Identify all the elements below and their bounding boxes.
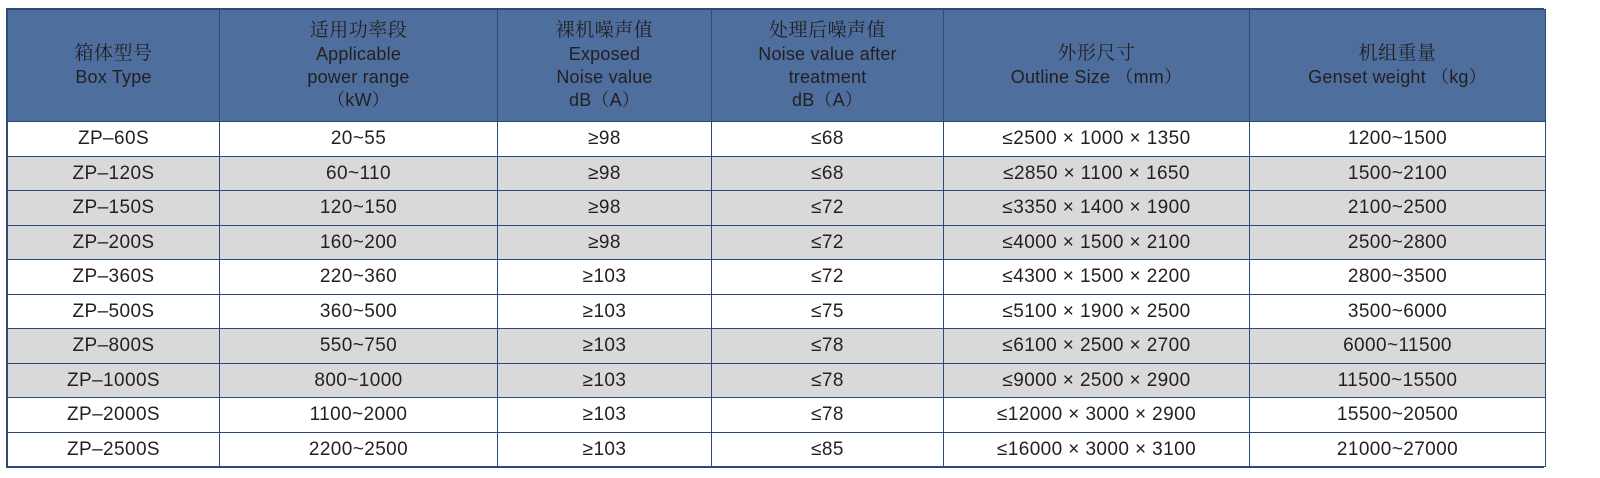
column-header-exposed-noise bbox=[498, 10, 712, 122]
cell-treated-noise: ≤72 bbox=[712, 191, 944, 226]
cell-genset-weight: 3500~6000 bbox=[1250, 294, 1546, 329]
cell-power-range: 550~750 bbox=[220, 329, 498, 364]
cell-exposed-noise: ≥103 bbox=[498, 432, 712, 467]
column-header-outline-size-cn: 外形尺寸 bbox=[1057, 43, 1136, 65]
cell-genset-weight: 11500~15500 bbox=[1250, 363, 1546, 398]
column-header-outline-size bbox=[944, 10, 1250, 122]
cell-box-type: ZP–2500S bbox=[8, 432, 220, 467]
cell-treated-noise: ≤72 bbox=[712, 260, 944, 295]
table-row bbox=[8, 225, 1546, 260]
column-header-exposed-noise-en1: Exposed bbox=[568, 44, 641, 65]
cell-treated-noise: ≤72 bbox=[712, 225, 944, 260]
cell-power-range: 1100~2000 bbox=[220, 398, 498, 433]
cell-power-range: 60~110 bbox=[220, 156, 498, 191]
column-header-power-range-en1: Applicable bbox=[315, 44, 402, 65]
cell-genset-weight: 2100~2500 bbox=[1250, 191, 1546, 226]
cell-treated-noise: ≤78 bbox=[712, 329, 944, 364]
cell-treated-noise: ≤68 bbox=[712, 156, 944, 191]
table-row bbox=[8, 432, 1546, 467]
table-row bbox=[8, 122, 1546, 157]
cell-power-range: 800~1000 bbox=[220, 363, 498, 398]
spec-table-container bbox=[6, 8, 1544, 468]
table-row bbox=[8, 260, 1546, 295]
cell-exposed-noise: ≥103 bbox=[498, 329, 712, 364]
column-header-box-type bbox=[8, 10, 220, 122]
cell-genset-weight: 15500~20500 bbox=[1250, 398, 1546, 433]
cell-box-type: ZP–150S bbox=[8, 191, 220, 226]
column-header-treated-noise-cn: 处理后噪声值 bbox=[768, 20, 886, 41]
cell-box-type: ZP–120S bbox=[8, 156, 220, 191]
cell-power-range: 220~360 bbox=[220, 260, 498, 295]
cell-genset-weight: 1500~2100 bbox=[1250, 156, 1546, 191]
column-header-exposed-noise-unit: dB（A） bbox=[568, 90, 641, 111]
cell-exposed-noise: ≥103 bbox=[498, 260, 712, 295]
cell-power-range: 120~150 bbox=[220, 191, 498, 226]
table-header-row bbox=[8, 10, 1546, 122]
cell-treated-noise: ≤68 bbox=[712, 122, 944, 157]
table-row bbox=[8, 156, 1546, 191]
column-header-box-type-en: Box Type bbox=[75, 67, 152, 88]
cell-power-range: 20~55 bbox=[220, 122, 498, 157]
column-header-genset-weight-en: Genset weight （kg） bbox=[1308, 67, 1487, 88]
cell-treated-noise: ≤85 bbox=[712, 432, 944, 467]
table-row bbox=[8, 191, 1546, 226]
column-header-treated-noise bbox=[712, 10, 944, 122]
cell-outline-size: ≤2850 × 1100 × 1650 bbox=[944, 156, 1250, 191]
cell-treated-noise: ≤75 bbox=[712, 294, 944, 329]
cell-outline-size: ≤9000 × 2500 × 2900 bbox=[944, 363, 1250, 398]
table-row bbox=[8, 294, 1546, 329]
cell-exposed-noise: ≥103 bbox=[498, 398, 712, 433]
cell-power-range: 360~500 bbox=[220, 294, 498, 329]
column-header-exposed-noise-cn: 裸机噪声值 bbox=[555, 20, 654, 41]
cell-box-type: ZP–60S bbox=[8, 122, 220, 157]
table-body bbox=[8, 122, 1546, 467]
cell-outline-size: ≤5100 × 1900 × 2500 bbox=[944, 294, 1250, 329]
genset-spec-table bbox=[7, 9, 1546, 467]
cell-power-range: 160~200 bbox=[220, 225, 498, 260]
column-header-box-type-cn: 箱体型号 bbox=[74, 43, 153, 65]
table-row bbox=[8, 398, 1546, 433]
cell-box-type: ZP–2000S bbox=[8, 398, 220, 433]
cell-box-type: ZP–1000S bbox=[8, 363, 220, 398]
cell-outline-size: ≤16000 × 3000 × 3100 bbox=[944, 432, 1250, 467]
cell-genset-weight: 6000~11500 bbox=[1250, 329, 1546, 364]
column-header-power-range-unit: （kW） bbox=[327, 90, 390, 111]
cell-exposed-noise: ≥98 bbox=[498, 156, 712, 191]
cell-outline-size: ≤4300 × 1500 × 2200 bbox=[944, 260, 1250, 295]
cell-treated-noise: ≤78 bbox=[712, 363, 944, 398]
cell-outline-size: ≤6100 × 2500 × 2700 bbox=[944, 329, 1250, 364]
column-header-genset-weight bbox=[1250, 10, 1546, 122]
cell-box-type: ZP–200S bbox=[8, 225, 220, 260]
cell-treated-noise: ≤78 bbox=[712, 398, 944, 433]
cell-outline-size: ≤3350 × 1400 × 1900 bbox=[944, 191, 1250, 226]
column-header-treated-noise-en2: treatment bbox=[788, 67, 867, 88]
cell-genset-weight: 2500~2800 bbox=[1250, 225, 1546, 260]
cell-genset-weight: 21000~27000 bbox=[1250, 432, 1546, 467]
cell-box-type: ZP–500S bbox=[8, 294, 220, 329]
table-row bbox=[8, 363, 1546, 398]
cell-box-type: ZP–360S bbox=[8, 260, 220, 295]
cell-exposed-noise: ≥98 bbox=[498, 225, 712, 260]
column-header-treated-noise-en1: Noise value after bbox=[758, 44, 897, 65]
cell-box-type: ZP–800S bbox=[8, 329, 220, 364]
cell-power-range: 2200~2500 bbox=[220, 432, 498, 467]
cell-outline-size: ≤12000 × 3000 × 2900 bbox=[944, 398, 1250, 433]
column-header-exposed-noise-en2: Noise value bbox=[556, 67, 653, 88]
table-row bbox=[8, 329, 1546, 364]
cell-exposed-noise: ≥103 bbox=[498, 294, 712, 329]
cell-exposed-noise: ≥98 bbox=[498, 122, 712, 157]
column-header-power-range-en2: power range bbox=[307, 67, 410, 88]
cell-exposed-noise: ≥98 bbox=[498, 191, 712, 226]
cell-exposed-noise: ≥103 bbox=[498, 363, 712, 398]
column-header-outline-size-en: Outline Size （mm） bbox=[1010, 67, 1183, 88]
table-header bbox=[8, 10, 1546, 122]
column-header-treated-noise-unit: dB（A） bbox=[791, 90, 864, 111]
column-header-genset-weight-cn: 机组重量 bbox=[1358, 43, 1437, 65]
column-header-power-range bbox=[220, 10, 498, 122]
column-header-power-range-cn: 适用功率段 bbox=[309, 20, 408, 41]
cell-genset-weight: 1200~1500 bbox=[1250, 122, 1546, 157]
cell-genset-weight: 2800~3500 bbox=[1250, 260, 1546, 295]
cell-outline-size: ≤2500 × 1000 × 1350 bbox=[944, 122, 1250, 157]
cell-outline-size: ≤4000 × 1500 × 2100 bbox=[944, 225, 1250, 260]
